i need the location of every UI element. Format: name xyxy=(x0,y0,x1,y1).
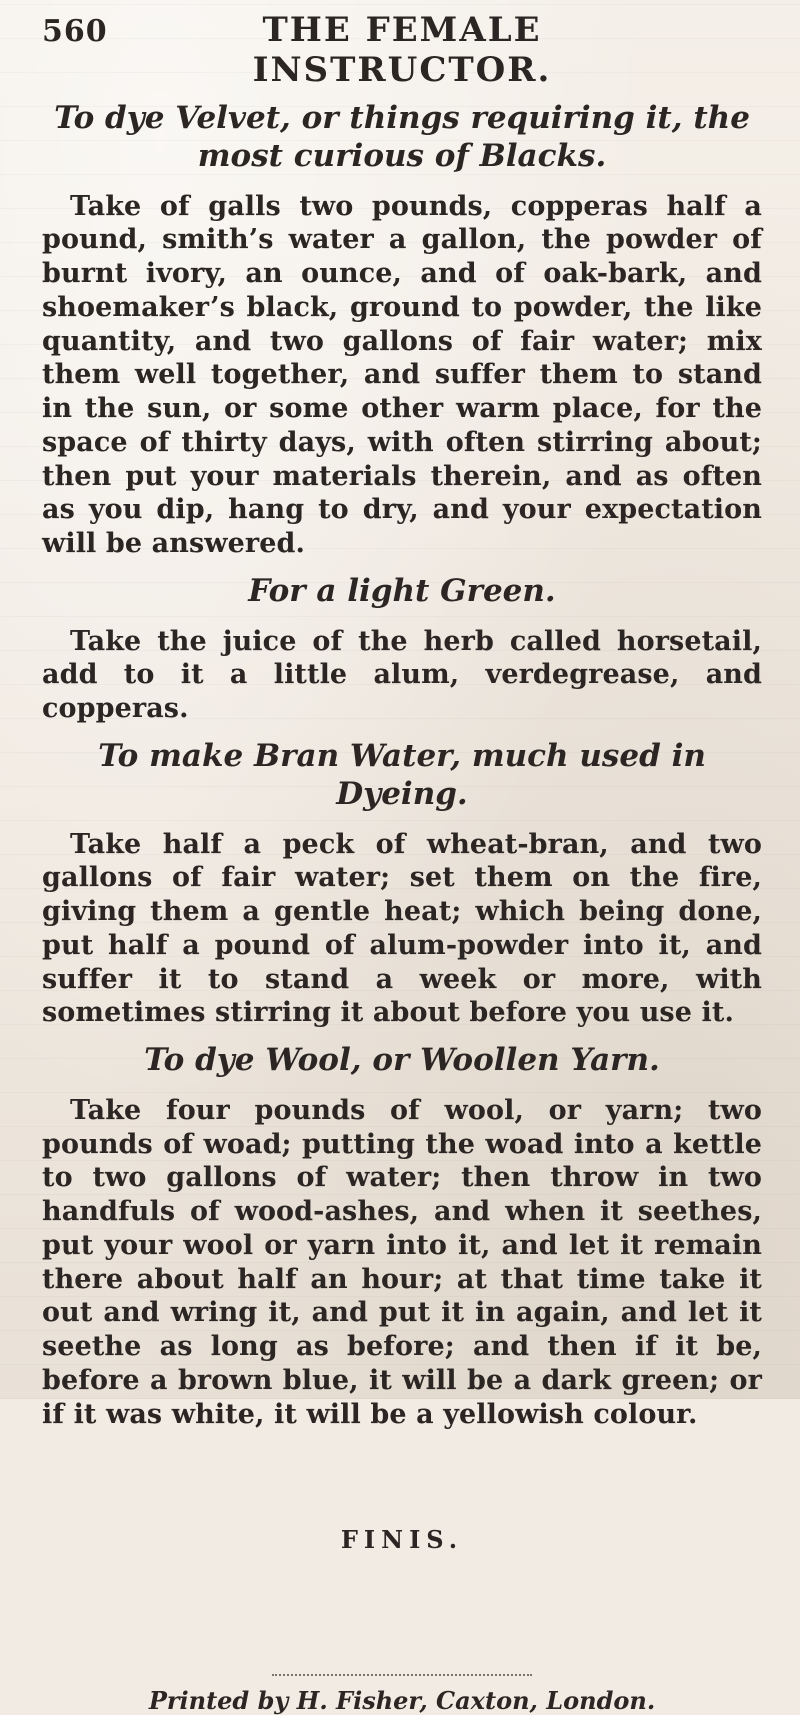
footer-rule xyxy=(272,1674,532,1676)
section-body-bran-water: Take half a peck of wheat-bran, and two gallons of fair water; set them on the fire, giving them a gentle heat; which being done, put half a pound of alum-powder into it, and suffer it to stand a week or more, with sometimes stirring it about before you use it. xyxy=(42,828,762,1029)
printer-imprint: Printed by H. Fisher, Caxton, London. xyxy=(148,1686,656,1715)
running-title: THE FEMALE INSTRUCTOR. xyxy=(252,10,552,90)
section-title-bran-water: To make Bran Water, much used in Dyeing. xyxy=(98,737,706,812)
section-body-velvet: Take of galls two pounds, copperas half a pound, smith’s water a gallon, the powder of burnt ivory, an ounce, and of oak-bark, and shoemaker’s black, ground to powder, the like quantity, and two gallons of fair water; mix them well together, and suffer them to stand in the sun, or some other warm place, for the space of thirty days, with often stirring about; then put your materials therein, and as often as you dip, hang to dry, and your expectation will be answered. xyxy=(42,190,762,560)
page-content xyxy=(42,10,762,1715)
finis: FINIS. xyxy=(340,1525,464,1555)
section-body-wool-yarn: Take four pounds of wool, or yarn; two pounds of woad; putting the woad into a kettle to two gallons of water; then throw in two handfuls of wood-ashes, and when it seethes, put your wool or yarn into it, and let it remain there about half an hour; at that time take it out and wring it, and put it in again, and let it seethe as long as before; and then if it be, before a brown blue, it will be a dark green; or if it was white, it will be a yellowish colour. xyxy=(42,1094,762,1430)
section-body-light-green: Take the juice of the herb called horsetail, add to it a little alum, verdegrease, and copperas. xyxy=(42,625,762,725)
section-title-light-green: For a light Green. xyxy=(248,572,556,609)
section-title-wool-yarn: To dye Wool, or Woollen Yarn. xyxy=(144,1042,660,1079)
section-title-velvet: To dye Velvet, or things requiring it, the most curious of Blacks. xyxy=(54,100,750,174)
page-number: 560 xyxy=(42,14,108,49)
page-header xyxy=(42,10,762,90)
